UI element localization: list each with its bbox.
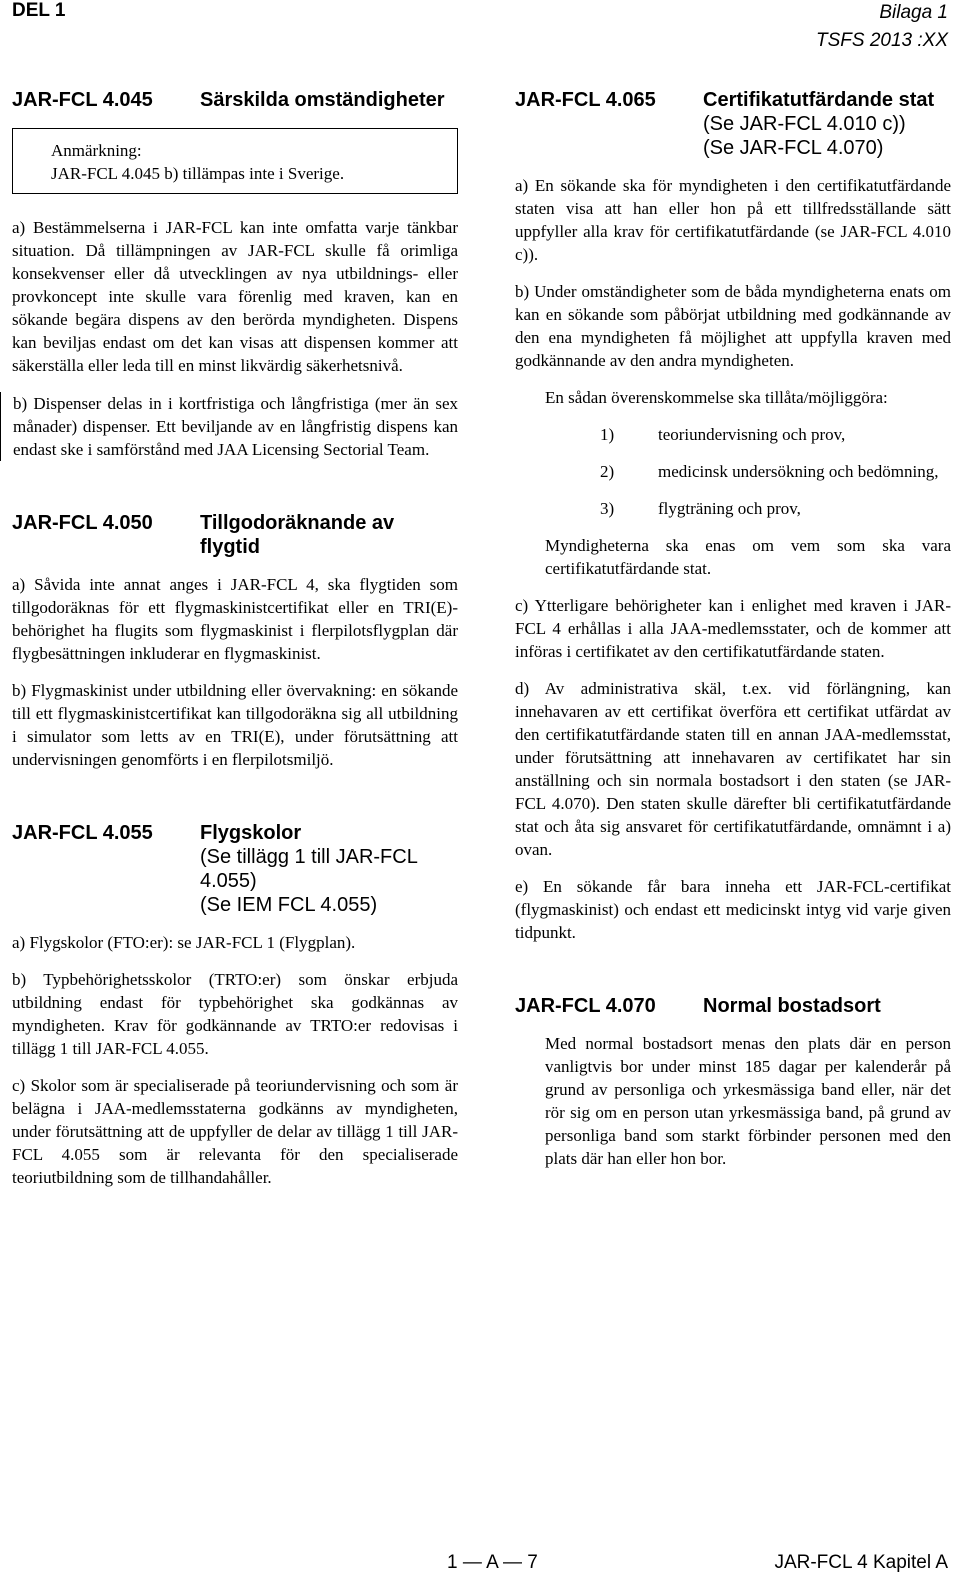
appendix-label: Bilaga 1	[879, 2, 948, 23]
section-4-050	[12, 511, 458, 771]
list-item	[515, 460, 951, 483]
section-code: JAR-FCL 4.070	[515, 995, 656, 1017]
section-4-055	[12, 821, 458, 1189]
paragraph-a: a) Flygskolor (FTO:er): se JAR-FCL 1 (Flygplan).	[12, 933, 356, 952]
paragraph-a: a) Såvida inte annat anges i JAR-FCL 4, ska flygtiden som tillgodoräknas för ett flygmaskinistcertifikat eller en TRI(E)-behörighet ha flugits som flygmaskinist i flerpilotsflygplan där flygbesättningen inkluderar en flygmaskinist.	[12, 575, 458, 663]
list-number: 2)	[600, 462, 615, 481]
section-code: JAR-FCL 4.065	[515, 89, 656, 111]
note-box	[12, 128, 458, 194]
paragraph-b: b) Dispenser delas in i kortfristiga och långfristiga (mer än sex månader) dispenser. Ett beviljande av en långfristig dispens kan endast ske i samförstånd med JAA Licensing Sectorial Team.	[13, 394, 458, 459]
section-4-070	[515, 994, 951, 1170]
section-heading	[515, 994, 951, 1018]
doc-reference: TSFS 2013 :XX	[815, 30, 948, 51]
paragraph-d: d) Av administrativa skäl, t.ex. vid förlängning, kan innehavaren av ett certifikat överföra ett certifikat utfärdat av den certifikatutfärdande staten till en annan JAA-medlemsstat, under förutsättning att innehavaren av certifikatet har sin anställning och sin normala bostadsort i den staten (se JAR-FCL 4.070). Den staten skulle därefter bli certifikatutfärdande stat och åta sig ansvaret för certifikatutfärdande, omnämnt i a) ovan.	[515, 679, 951, 859]
paragraph-b: b) Under omständigheter som de båda myndigheterna enats om kan en sökande som påbörjat utbildning med godkännande av den ena myndigheten få möjlighet att uppfylla kraven med godkännande av den andra myndigheten.	[515, 282, 951, 370]
section-reference: (Se IEM FCL 4.055)	[200, 894, 378, 916]
list-text: flygträning och prov,	[658, 499, 801, 518]
list-text: medicinsk undersökning och bedömning,	[658, 462, 939, 481]
page-number: 1 — A — 7	[447, 1552, 538, 1573]
part-label: DEL 1	[12, 0, 66, 21]
right-column	[515, 88, 951, 1170]
section-heading	[12, 821, 458, 917]
note-text: JAR-FCL 4.045 b) tillämpas inte i Sverige.	[51, 164, 345, 183]
list-item	[515, 497, 951, 520]
section-heading	[515, 88, 951, 160]
section-title: Tillgodoräknande av flygtid	[200, 512, 395, 558]
section-4-065	[515, 88, 951, 944]
section-heading	[12, 88, 458, 112]
paragraph-a: a) En sökande ska för myndigheten i den certifikatutfärdande staten visa att han eller hon på ett tillfredsställande sätt uppfyller alla krav för certifikatutfärdande (se JAR-FCL 4.010 c)).	[515, 176, 951, 264]
section-reference: (Se tillägg 1 till JAR-FCL 4.055)	[200, 846, 418, 892]
paragraph-b: b) Flygmaskinist under utbildning eller övervakning: en sökande till ett flygmaskinistcertifikat kan tillgodoräkna sig all utbildning i simulator som letts av en TRI(E), under förutsättning att undervisningen genomförts i en flerpilotsmiljö.	[12, 681, 458, 769]
paragraph-c: c) Skolor som är specialiserade på teoriundervisning och som är belägna i JAA-medlemsstaterna godkänns av myndigheten, under förutsättning att de uppfyller de delar av tillägg 1 till JAR-FCL 4.055 som är relevanta för den specialiserade teoriutbildning som de tillhandahåller.	[12, 1076, 458, 1187]
section-code: JAR-FCL 4.055	[12, 822, 153, 844]
section-4-045	[12, 88, 458, 461]
change-bar-block	[0, 392, 458, 461]
agreement-intro: En sådan överenskommelse ska tillåta/möjliggöra:	[545, 388, 888, 407]
section-title: Särskilda omständigheter	[200, 89, 445, 111]
section-reference: (Se JAR-FCL 4.070)	[703, 137, 884, 159]
note-label: Anmärkning:	[51, 141, 142, 160]
agreement-end: Myndigheterna ska enas om vem som ska vara certifikatutfärdande stat.	[545, 536, 951, 578]
section-heading	[12, 511, 458, 559]
left-column	[12, 88, 458, 1189]
section-title: Flygskolor	[200, 822, 302, 844]
paragraph-c: c) Ytterligare behörigheter kan i enlighet med kraven i JAR-FCL 4 erhållas i alla JAA-medlemsstater, och de kommer att införas i certifikatet av den certifikatutfärdande staten.	[515, 596, 951, 661]
section-title: Normal bostadsort	[703, 995, 881, 1017]
footer-doc-label: JAR-FCL 4 Kapitel A	[774, 1552, 948, 1573]
list-number: 3)	[600, 499, 615, 518]
section-reference: (Se JAR-FCL 4.010 c))	[703, 113, 906, 135]
section-code: JAR-FCL 4.050	[12, 512, 153, 534]
list-item	[515, 423, 951, 446]
paragraph-a: a) Bestämmelserna i JAR-FCL kan inte omfatta varje tänkbar situation. Då tillämpningen av JAR-FCL skulle få orimliga konsekvenser eller då utvecklingen av nya utbildnings- eller provkoncept inte skulle vara förenlig med kraven, kan en sökande begära dispens av den berörda myndigheten. Dispens kan beviljas endast om det kan visas att dispensen kommer att säkerställa eller leda till en minst likvärdig säkerhetsnivå.	[12, 218, 458, 375]
paragraph-definition: Med normal bostadsort menas den plats där en person vanligtvis bor under minst 185 dagar per kalenderår på grund av personliga och yrkesmässiga band eller, när det rör sig om en person utan yrkesmässiga band, på grund av personliga band som starkt förbinder personen med den plats där han eller hon bor.	[545, 1034, 951, 1168]
section-code: JAR-FCL 4.045	[12, 89, 153, 111]
paragraph-e: e) En sökande får bara inneha ett JAR-FCL-certifikat (flygmaskinist) och endast ett medicinskt intyg vid varje given tidpunkt.	[515, 877, 951, 942]
section-title: Certifikatutfärdande stat	[703, 89, 935, 111]
paragraph-b: b) Typbehörighetsskolor (TRTO:er) som önskar erbjuda utbildning endast för typbehörighet ska godkännas av myndigheten. Krav för godkännande av TRTO:er redovisas i tillägg 1 till JAR-FCL 4.055.	[12, 970, 458, 1058]
list-text: teoriundervisning och prov,	[658, 425, 846, 444]
list-number: 1)	[600, 425, 615, 444]
